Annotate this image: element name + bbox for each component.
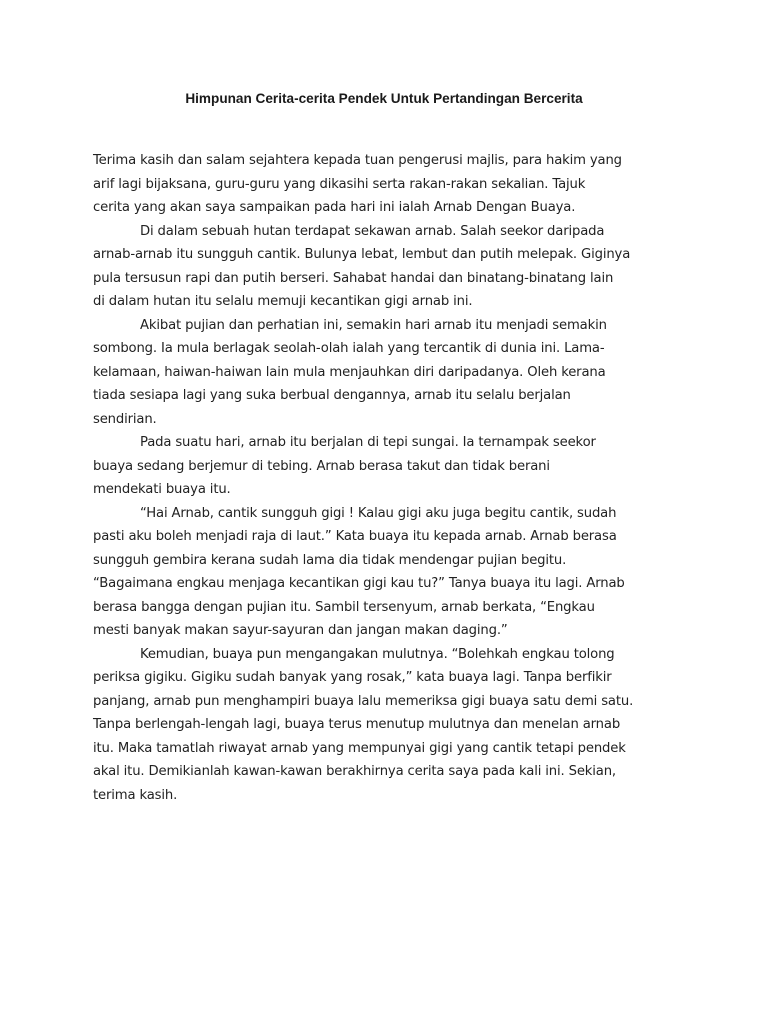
text-line: periksa gigiku. Gigiku sudah banyak yang rosak,” kata buaya lagi. Tanpa berfikir xyxy=(93,670,612,685)
text-line: arnab-arnab itu sungguh cantik. Bulunya lebat, lembut dan putih melepak. Giginya xyxy=(93,247,631,262)
text-line: tiada sesiapa lagi yang suka berbual dengannya, arnab itu selalu berjalan xyxy=(93,388,571,403)
document-body xyxy=(93,149,693,807)
paragraph-first-line: Akibat pujian dan perhatian ini, semakin hari arnab itu menjadi semakin xyxy=(140,317,607,333)
paragraph-first-line: Di dalam sebuah hutan terdapat sekawan arnab. Salah seekor daripada xyxy=(140,223,605,239)
text-line: berasa bangga dengan pujian itu. Sambil tersenyum, arnab berkata, “Engkau xyxy=(93,599,595,615)
text-line: pasti aku boleh menjadi raja di laut.” Kata buaya itu kepada arnab. Arnab berasa xyxy=(93,529,617,544)
text-line: akal itu. Demikianlah kawan-kawan berakhirnya cerita saya pada kali ini. Sekian, xyxy=(93,764,616,779)
paragraph-first-line: Kemudian, buaya pun mengangakan mulutnya. “Bolehkah engkau tolong xyxy=(140,646,615,662)
text-line: sungguh gembira kerana sudah lama dia tidak mendengar pujian begitu. xyxy=(93,552,567,568)
text-line: panjang, arnab pun menghampiri buaya lalu memeriksa gigi buaya satu demi satu. xyxy=(93,693,634,709)
text-line: pula tersusun rapi dan putih berseri. Sahabat handai dan binatang-binatang lain xyxy=(93,270,614,286)
text-line: sendirian. xyxy=(93,411,157,427)
text-line: terima kasih. xyxy=(93,787,178,803)
text-line: cerita yang akan saya sampaikan pada hari ini ialah Arnab Dengan Buaya. xyxy=(93,200,576,215)
text-line: kelamaan, haiwan-haiwan lain mula menjauhkan diri daripadanya. Oleh kerana xyxy=(93,364,606,380)
paragraph-first-line: “Hai Arnab, cantik sungguh gigi ! Kalau gigi aku juga begitu cantik, sudah xyxy=(140,505,617,521)
text-line: itu. Maka tamatlah riwayat arnab yang mempunyai gigi yang cantik tetapi pendek xyxy=(93,740,626,756)
text-line: sombong. Ia mula berlagak seolah-olah ialah yang tercantik di dunia ini. Lama- xyxy=(93,341,605,356)
text-line: Tanpa berlengah-lengah lagi, buaya terus menutup mulutnya dan menelan arnab xyxy=(93,717,621,732)
text-line: buaya sedang berjemur di tebing. Arnab berasa takut dan tidak berani xyxy=(93,458,550,474)
paragraph-first-line: Pada suatu hari, arnab itu berjalan di tepi sungai. Ia ternampak seekor xyxy=(140,435,596,450)
document-title: Himpunan Cerita-cerita Pendek Untuk Pertandingan Bercerita xyxy=(185,91,583,106)
text-line: “Bagaimana engkau menjaga kecantikan gigi kau tu?” Tanya buaya itu lagi. Arnab xyxy=(93,576,625,591)
text-line: mendekati buaya itu. xyxy=(93,482,231,497)
text-line: di dalam hutan itu selalu memuji kecantikan gigi arnab ini. xyxy=(93,294,473,309)
text-line: mesti banyak makan sayur-sayuran dan jangan makan daging.” xyxy=(93,623,508,638)
text-line: arif lagi bijaksana, guru-guru yang dikasihi serta rakan-rakan sekalian. Tajuk xyxy=(93,176,586,192)
text-line: Terima kasih dan salam sejahtera kepada tuan pengerusi majlis, para hakim yang xyxy=(93,153,622,168)
